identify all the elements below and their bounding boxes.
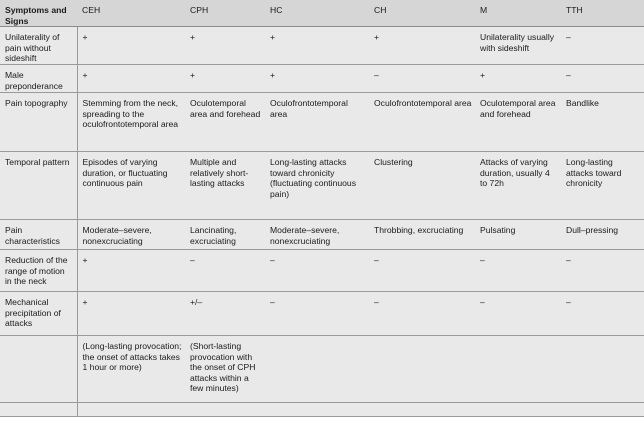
header-hc: HC	[265, 0, 369, 27]
table-cell: +/–	[185, 291, 265, 335]
row-label: Male preponderance	[0, 64, 77, 92]
table-cell: Multiple and relatively short-lasting attacks	[185, 151, 265, 219]
table-cell: +	[185, 27, 265, 65]
table-row	[0, 27, 644, 65]
table-cell: (Long-lasting provocation; the onset of attacks takes 1 hour or more)	[77, 335, 185, 402]
row-label: Pain characteristics	[0, 219, 77, 249]
table-cell	[561, 335, 644, 402]
row-label	[0, 335, 77, 402]
header-symptoms-and-signs: Symptoms and Signs	[0, 0, 77, 27]
header-cph: CPH	[185, 0, 265, 27]
row-label	[0, 402, 77, 416]
table-cell: Oculofrontotemporal area	[265, 92, 369, 151]
table-cell: Unilaterality usually with sideshift	[475, 27, 561, 65]
table-cell: –	[561, 249, 644, 291]
row-label: Pain topography	[0, 92, 77, 151]
row-label: Reduction of the range of motion in the neck	[0, 249, 77, 291]
table-row	[0, 402, 644, 416]
table-cell: –	[561, 291, 644, 335]
table-cell	[265, 402, 369, 416]
table-cell	[265, 335, 369, 402]
header-ceh: CEH	[77, 0, 185, 27]
table-cell: +	[185, 64, 265, 92]
table-cell: Attacks of varying duration, usually 4 to 72h	[475, 151, 561, 219]
table-cell: +	[77, 64, 185, 92]
header-row	[0, 0, 644, 27]
header-tth: TTH	[561, 0, 644, 27]
table-cell: –	[369, 291, 475, 335]
table-cell: +	[265, 64, 369, 92]
table-cell: Long-lasting attacks toward chronicity (fluctuating continuous pain)	[265, 151, 369, 219]
table-cell: +	[77, 27, 185, 65]
table-row	[0, 291, 644, 335]
table-cell: –	[369, 249, 475, 291]
table-cell: Pulsating	[475, 219, 561, 249]
table-cell: Bandlike	[561, 92, 644, 151]
table-cell: –	[561, 27, 644, 65]
table-cell	[369, 335, 475, 402]
table-cell: Dull–pressing	[561, 219, 644, 249]
table-cell: Oculofrontotemporal area	[369, 92, 475, 151]
table-cell: –	[185, 249, 265, 291]
table-cell	[369, 402, 475, 416]
row-label: Mechanical precipitation of attacks	[0, 291, 77, 335]
table-cell: Stemming from the neck, spreading to the oculofrontotemporal area	[77, 92, 185, 151]
table-cell: Episodes of varying duration, or fluctuating continuous pain	[77, 151, 185, 219]
table-row	[0, 151, 644, 219]
table-cell: –	[475, 291, 561, 335]
table-row	[0, 249, 644, 291]
table-cell: –	[561, 64, 644, 92]
table-cell: (Short-lasting provocation with the onset of CPH attacks within a few minutes)	[185, 335, 265, 402]
row-label: Unilaterality of pain without sideshift	[0, 27, 77, 65]
header-ch: CH	[369, 0, 475, 27]
table-cell: Lancinating, excruciating	[185, 219, 265, 249]
table-cell	[561, 402, 644, 416]
table-row	[0, 335, 644, 402]
table-row	[0, 92, 644, 151]
table-cell	[185, 402, 265, 416]
table-cell: –	[265, 291, 369, 335]
table-row	[0, 219, 644, 249]
table-cell: Long-lasting attacks toward chronicity	[561, 151, 644, 219]
table-cell: Oculotemporal area and forehead	[475, 92, 561, 151]
table-cell	[77, 402, 185, 416]
table-cell: Clustering	[369, 151, 475, 219]
table-cell: +	[77, 291, 185, 335]
table-row	[0, 64, 644, 92]
table-cell: –	[369, 64, 475, 92]
table-cell: Throbbing, excruciating	[369, 219, 475, 249]
header-m: M	[475, 0, 561, 27]
table-cell: –	[265, 249, 369, 291]
table-cell: –	[475, 249, 561, 291]
table-cell: +	[265, 27, 369, 65]
table-cell	[475, 402, 561, 416]
table-cell	[475, 335, 561, 402]
table-cell: +	[475, 64, 561, 92]
table-cell: Moderate–severe, nonexcruciating	[265, 219, 369, 249]
table-cell: Moderate–severe, nonexcruciating	[77, 219, 185, 249]
row-label: Temporal pattern	[0, 151, 77, 219]
table-cell: +	[369, 27, 475, 65]
table-cell: Oculotemporal area and forehead	[185, 92, 265, 151]
table-cell: +	[77, 249, 185, 291]
